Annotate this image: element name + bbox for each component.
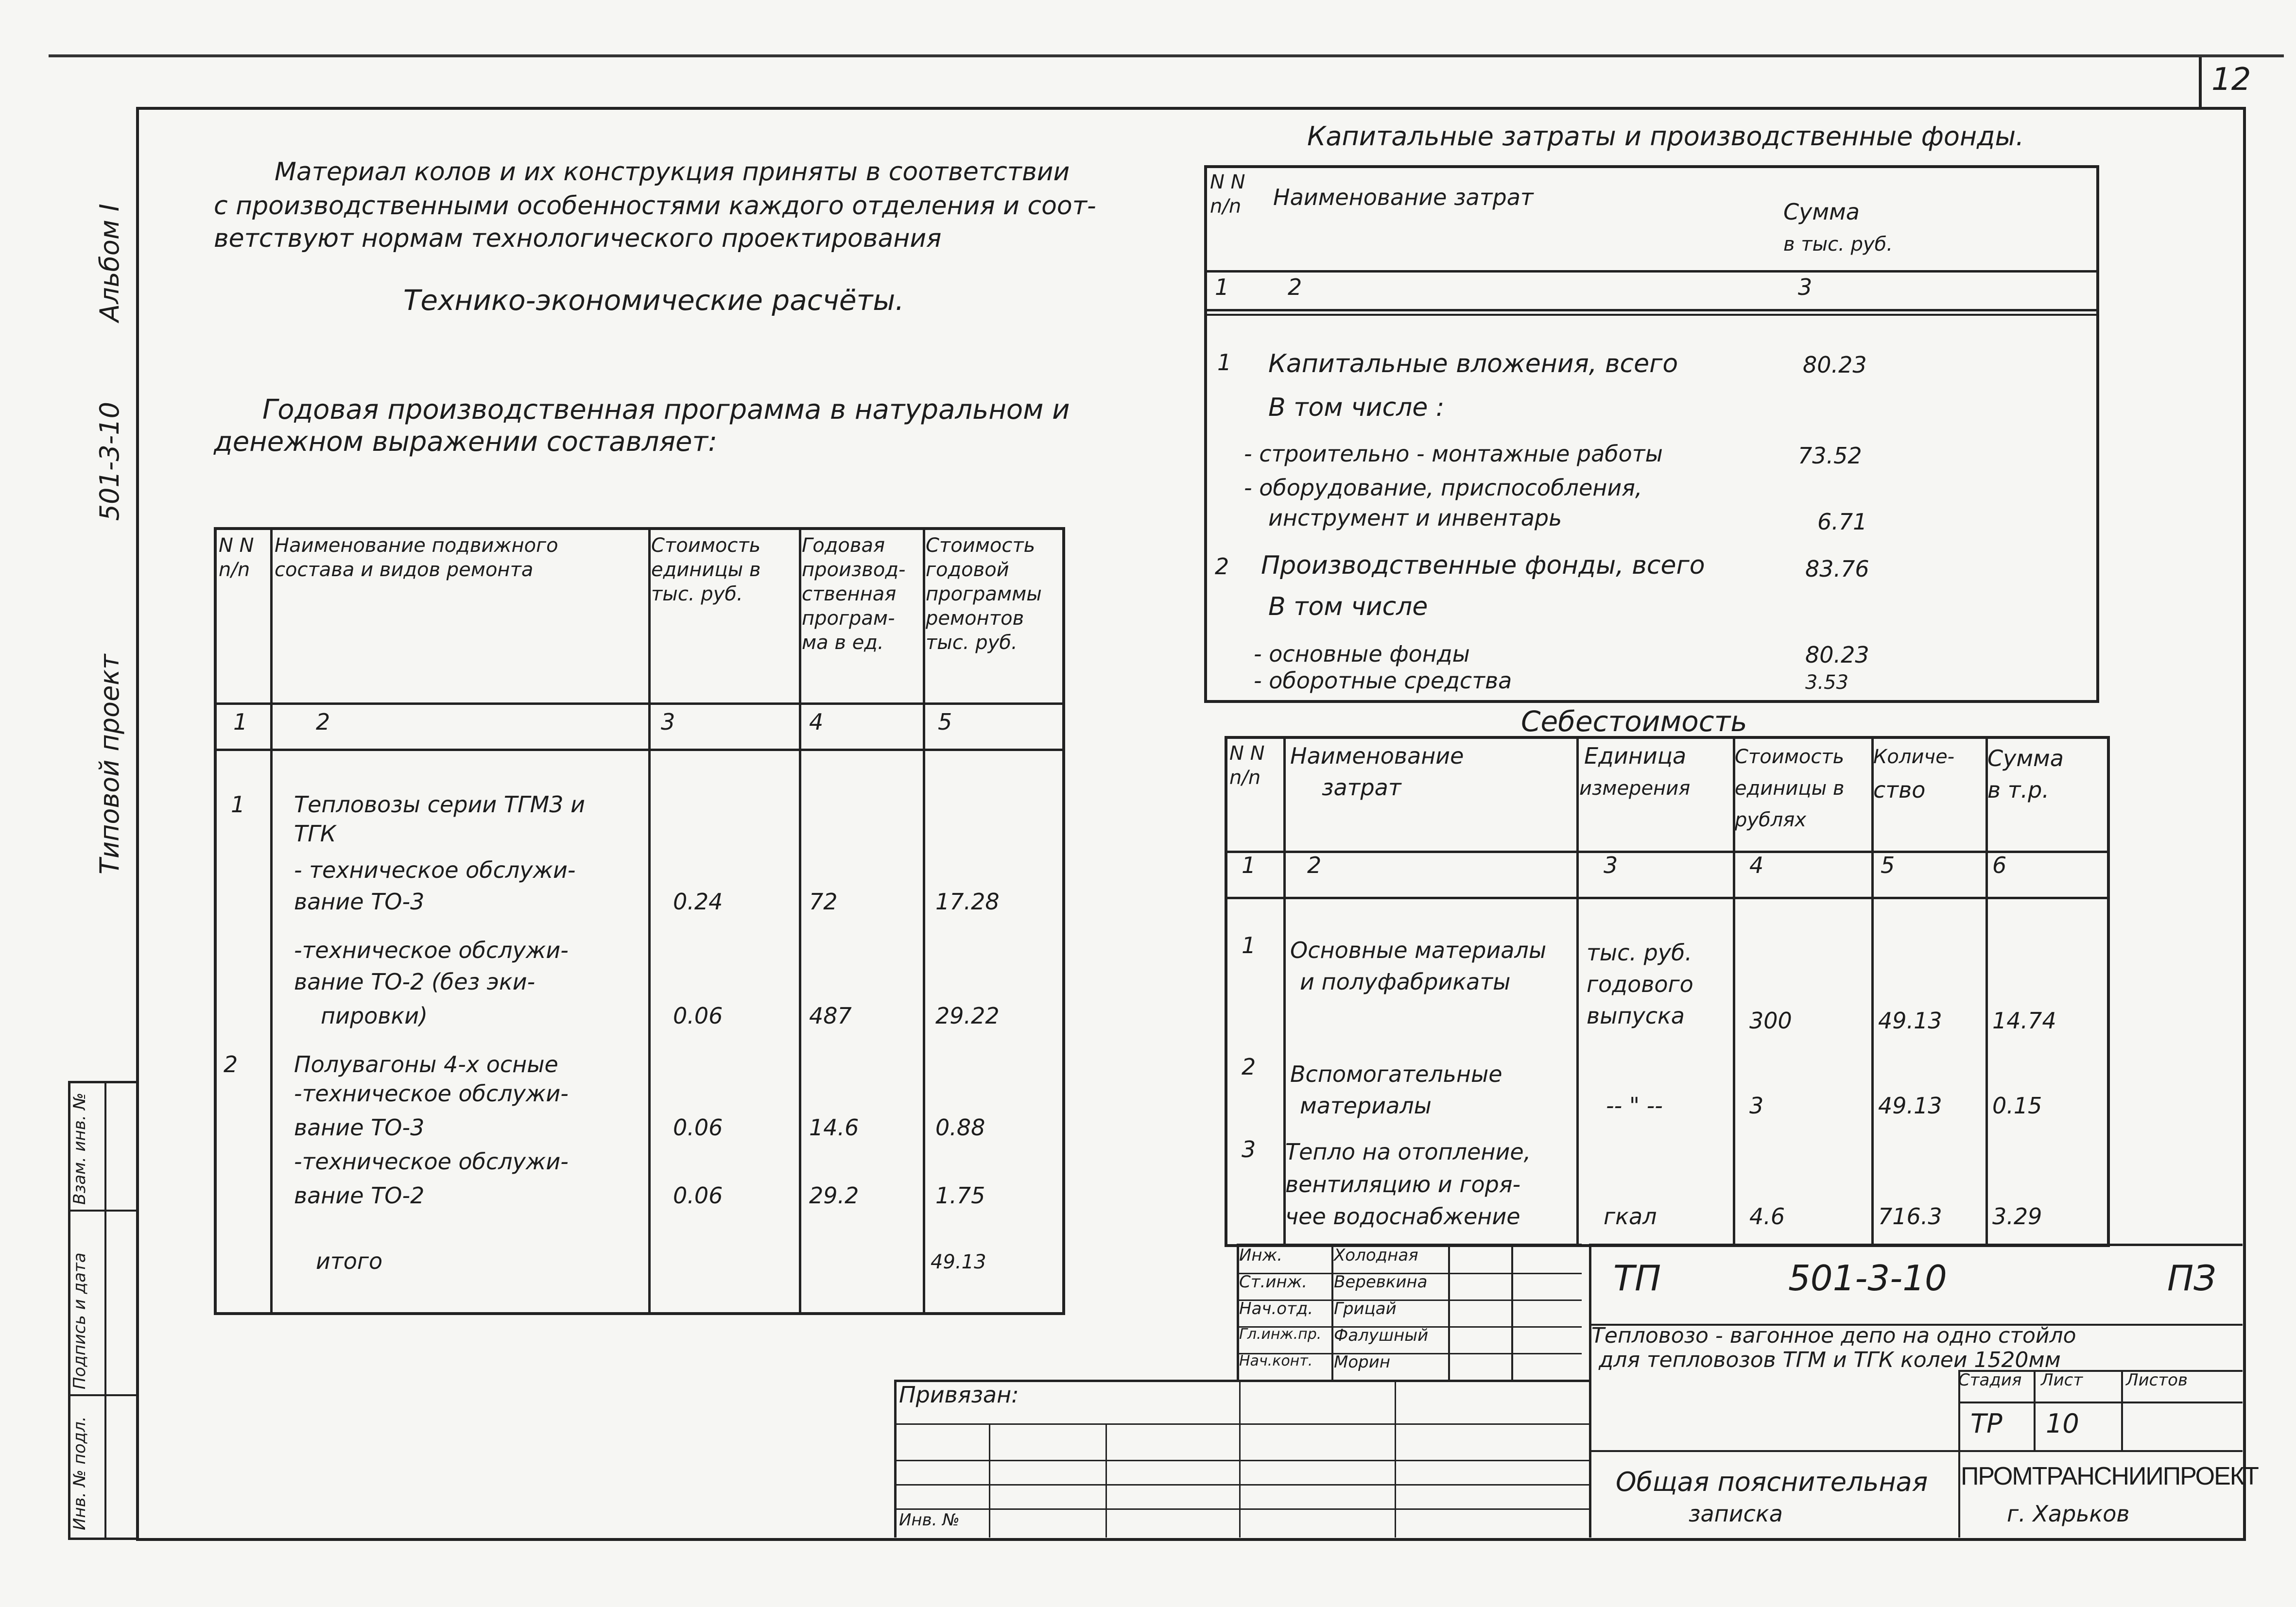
ct-cn1: 1	[1215, 274, 1229, 300]
intro-line-2: с производственными особенностями каждого отделения и соот-	[214, 191, 1096, 221]
pt-r2-total: 17.28	[935, 889, 1000, 915]
section-heading: Технико-экономические расчёты.	[403, 284, 904, 317]
ct-r1-val: 80.23	[1803, 352, 1867, 378]
cs-r3-price: 4.6	[1749, 1203, 1785, 1230]
ct-r5-name: инструмент и инвентарь	[1268, 505, 1562, 531]
side-stamp	[95, 204, 125, 874]
sig-name-2: Веревкина	[1334, 1272, 1428, 1292]
cs-r3-u1: гкал	[1604, 1203, 1657, 1230]
pt-h1a: N N	[219, 534, 254, 557]
pt-r5-cost: 0.06	[673, 1182, 723, 1209]
margin-cell-2: Подпись и дата	[70, 1252, 89, 1389]
cost-title: Себестоимость	[1521, 705, 1747, 738]
pt-h5e: тыс. руб.	[926, 632, 1018, 654]
cs-r1-sum: 14.74	[1992, 1008, 2056, 1034]
cs-cn6: 6	[1992, 852, 2007, 878]
cs-r3-qty: 716.3	[1878, 1203, 1942, 1230]
pt-cn1: 1	[233, 709, 248, 735]
pt-r3-n1: -техническое обслужи-	[294, 937, 569, 963]
cs-h4b: единицы в	[1735, 777, 1845, 800]
ct-r8-val: 80.23	[1805, 642, 1869, 668]
stamp-sheet-code: ПЗ	[2167, 1258, 2216, 1299]
cs-h1a: N N	[1229, 742, 1265, 765]
pt-h5d: ремонтов	[926, 607, 1024, 630]
cs-r1-price: 300	[1749, 1008, 1792, 1034]
cs-cn3: 3	[1604, 852, 1618, 878]
cs-r3-sum: 3.29	[1992, 1203, 2042, 1230]
pt-r4-n3: вание ТО-3	[294, 1114, 425, 1141]
pt-r5-qty: 29.2	[809, 1182, 859, 1209]
ct-r6-name: Производственные фонды, всего	[1261, 551, 1705, 580]
cs-r1-u1: тыс. руб.	[1587, 940, 1692, 966]
ct-r6-val: 83.76	[1805, 556, 1869, 582]
pt-h4b: производ-	[802, 559, 906, 581]
pt-cn4: 4	[809, 709, 824, 735]
stamp-note-title-1: Общая пояснительная	[1616, 1467, 1928, 1497]
cs-r2-sum: 0.15	[1992, 1093, 2042, 1119]
pt-h1b: n/n	[219, 559, 250, 581]
cs-r1-n2: и полуфабрикаты	[1300, 969, 1511, 995]
ct-r9-name: - оборотные средства	[1254, 667, 1512, 694]
cs-h5a: Количе-	[1873, 746, 1955, 768]
pt-r3-n3: пировки)	[321, 1003, 428, 1029]
stamp-code: 501-3-10	[1788, 1258, 1947, 1299]
cs-r3-n2: вентиляцию и горя-	[1285, 1171, 1521, 1197]
pt-r4-num: 2	[224, 1051, 238, 1077]
ct-r1-num: 1	[1217, 349, 1232, 376]
stamp-sheet: 10	[2046, 1408, 2079, 1439]
pt-r5-n1: -техническое обслужи-	[294, 1148, 569, 1175]
pt-r4-n2: -техническое обслужи-	[294, 1080, 569, 1107]
pt-cn5: 5	[938, 709, 952, 735]
ct-h1a: N N	[1210, 171, 1245, 193]
capital-title: Капитальные затраты и производственные фонды.	[1307, 121, 2024, 152]
sig-name-5: Морин	[1334, 1352, 1391, 1372]
ct-r9-val: 3.53	[1805, 671, 1849, 694]
cs-h3a: Единица	[1584, 743, 1687, 769]
pt-r3-qty: 487	[809, 1003, 852, 1029]
pt-h4c: ственная	[802, 583, 897, 605]
stamp-title-1: Тепловозо - вагонное депо на одно стойло	[1591, 1323, 2076, 1348]
cs-cn2: 2	[1307, 852, 1322, 878]
ct-h2: Наименование затрат	[1273, 184, 1534, 210]
cs-h4a: Стоимость	[1735, 746, 1845, 768]
stamp-stage: ТР	[1970, 1408, 2003, 1439]
pt-h4e: ма в ед.	[802, 632, 884, 654]
stamp-sheet-label: Лист	[2041, 1370, 2083, 1390]
capital-table	[1204, 165, 2099, 703]
pt-h2b: состава и видов ремонта	[275, 559, 534, 581]
cs-r2-n1: Вспомогательные	[1290, 1061, 1502, 1087]
pt-h4a: Годовая	[802, 534, 885, 557]
cs-r3-n3: чее водоснабжение	[1285, 1203, 1520, 1230]
cs-h5b: ство	[1873, 777, 1926, 803]
cs-r3-n1: Тепло на отопление,	[1285, 1139, 1531, 1165]
ct-r2-name: В том числе :	[1268, 393, 1445, 422]
cs-cn1: 1	[1242, 852, 1256, 878]
pt-r3-cost: 0.06	[673, 1003, 723, 1029]
sig-role-4: Гл.инж.пр.	[1239, 1326, 1322, 1343]
pt-h3b: единицы в	[651, 559, 761, 581]
pt-h4d: програм-	[802, 607, 895, 630]
ct-h1b: n/n	[1210, 195, 1242, 218]
cs-r2-num: 2	[1242, 1054, 1256, 1080]
sig-role-1: Инж.	[1239, 1246, 1283, 1265]
ct-r7-name: В том числе	[1268, 592, 1428, 621]
cs-h2a: Наименование	[1290, 743, 1464, 769]
cs-r1-u3: выпуска	[1587, 1003, 1685, 1029]
pt-r2-qty: 72	[809, 889, 838, 915]
cs-r1-qty: 49.13	[1878, 1008, 1942, 1034]
pt-r2-cost: 0.24	[673, 889, 723, 915]
cs-r1-u2: годового	[1587, 971, 1693, 997]
ct-r8-name: - основные фонды	[1254, 641, 1470, 667]
ct-h3b: в тыс. руб.	[1783, 233, 1893, 256]
cs-h6b: в т.р.	[1987, 777, 2049, 803]
stamp-org: ПРОМТРАНСНИИПРОЕКТ	[1961, 1462, 2258, 1490]
cs-r2-u1: -- " --	[1606, 1093, 1663, 1119]
sig-name-1: Холодная	[1334, 1246, 1418, 1265]
pt-h5c: программы	[926, 583, 1042, 605]
stamp-note-title-2: записка	[1689, 1501, 1783, 1527]
pt-r4-total: 0.88	[935, 1114, 985, 1141]
sig-role-5: Нач.конт.	[1239, 1352, 1313, 1369]
intro-line-1: Материал колов и их конструкция приняты в соответствии	[275, 157, 1070, 187]
pt-cn3: 3	[661, 709, 675, 735]
pt-r3-total: 29.22	[935, 1003, 1000, 1029]
pt-h3a: Стоимость	[651, 534, 761, 557]
pt-h5b: годовой	[926, 559, 1009, 581]
cs-r2-n2: материалы	[1300, 1093, 1432, 1119]
outer-frame-top	[49, 54, 2284, 57]
cs-cn5: 5	[1881, 852, 1895, 878]
pt-r1-num: 1	[231, 791, 245, 818]
ct-r4-name: - оборудование, приспособления,	[1244, 475, 1642, 501]
side-album: Альбом I	[94, 204, 125, 322]
program-line-1: Годовая производственная программа в натуральном и	[262, 394, 1070, 426]
ct-cn2: 2	[1288, 274, 1302, 300]
side-code: 501-3-10	[94, 402, 125, 521]
sig-role-2: Ст.инж.	[1239, 1272, 1308, 1292]
pt-cn2: 2	[316, 709, 330, 735]
side-project: Типовой проект	[94, 654, 125, 874]
intro-line-3: ветствуют нормам технологического проектирования	[214, 224, 942, 253]
pt-h5a: Стоимость	[926, 534, 1036, 557]
ct-r3-name: - строительно - монтажные работы	[1244, 441, 1663, 467]
cs-h6a: Сумма	[1987, 745, 2064, 771]
cs-h2b: затрат	[1322, 774, 1401, 801]
stamp-privyazan: Привязан:	[899, 1382, 1019, 1408]
ct-r5-val: 6.71	[1817, 509, 1867, 535]
ct-h3a: Сумма	[1783, 199, 1860, 225]
pt-total-value: 49.13	[931, 1251, 986, 1273]
ct-r1-name: Капитальные вложения, всего	[1268, 349, 1678, 378]
pt-r2-n1: - техническое обслужи-	[294, 857, 576, 883]
cs-r3-num: 3	[1242, 1136, 1256, 1163]
sig-name-4: Фалушный	[1334, 1326, 1429, 1345]
pt-r1-n1: Тепловозы серии ТГМ3 и	[294, 791, 586, 818]
ct-cn3: 3	[1798, 274, 1813, 300]
cs-r2-qty: 49.13	[1878, 1093, 1942, 1119]
pt-r5-total: 1.75	[935, 1182, 985, 1209]
ct-r3-val: 73.52	[1798, 443, 1862, 469]
stamp-inv: Инв. №	[899, 1510, 960, 1530]
stamp-city: г. Харьков	[2007, 1501, 2130, 1527]
cs-h3b: измерения	[1579, 777, 1691, 800]
pt-total-label: итого	[316, 1248, 383, 1274]
ct-r6-num: 2	[1215, 553, 1229, 580]
margin-cell-1: Взам. инв. №	[70, 1093, 89, 1205]
sig-name-3: Грицай	[1334, 1299, 1397, 1318]
stamp-title-2: для тепловозов ТГМ и ТГК колеи 1520мм	[1599, 1348, 2061, 1372]
pt-r1-n2: ТГК	[294, 821, 336, 847]
pt-h3c: тыс. руб.	[651, 583, 743, 605]
pt-r4-qty: 14.6	[809, 1114, 859, 1141]
pt-r2-n2: вание ТО-3	[294, 889, 425, 915]
cs-r2-price: 3	[1749, 1093, 1764, 1119]
pt-r4-n1: Полувагоны 4-х осные	[294, 1051, 558, 1077]
sheet-number-box	[2199, 57, 2251, 107]
stamp-sheets-label: Листов	[2126, 1370, 2188, 1390]
margin-cell-3: Инв. № подл.	[70, 1416, 89, 1530]
sig-role-3: Нач.отд.	[1239, 1299, 1313, 1318]
stamp-stage-label: Стадия	[1958, 1370, 2022, 1390]
pt-r3-n2: вание ТО-2 (без эки-	[294, 969, 535, 995]
cs-cn4: 4	[1749, 852, 1764, 878]
program-line-2: денежном выражении составляет:	[214, 426, 717, 458]
cs-h1b: n/n	[1229, 767, 1261, 789]
stamp-doc-type: ТП	[1613, 1258, 1661, 1299]
cs-r1-n1: Основные материалы	[1290, 937, 1547, 963]
sheet-number: 12	[2211, 62, 2251, 98]
cs-h4c: рублях	[1735, 809, 1807, 831]
pt-r5-n2: вание ТО-2	[294, 1182, 425, 1209]
pt-r4-cost: 0.06	[673, 1114, 723, 1141]
cs-r1-num: 1	[1242, 932, 1256, 958]
pt-h2a: Наименование подвижного	[275, 534, 558, 557]
